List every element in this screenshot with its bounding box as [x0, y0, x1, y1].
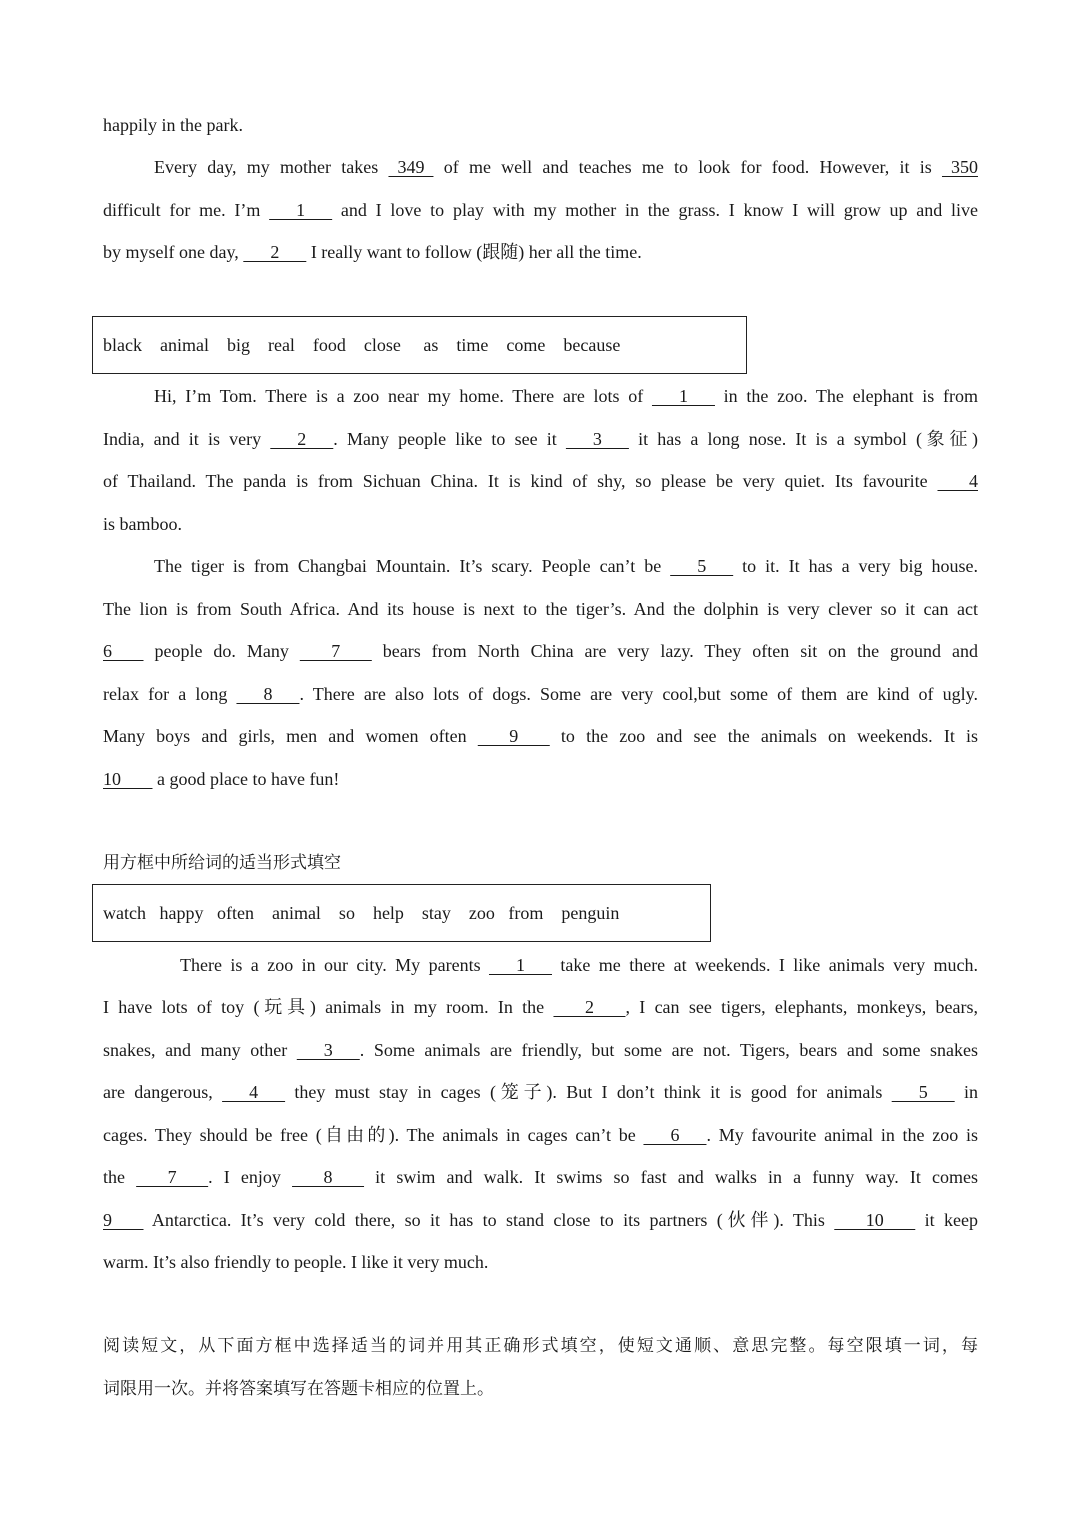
answer-blank[interactable]: 349	[388, 157, 434, 177]
passage3-line: 9 Antarctica. It’s very cold there, so it has to stand close to its partners (伙伴). This 10 it keep	[103, 1207, 978, 1233]
passage3-line: I have lots of toy (玩具) animals in my room. In the 2 , I can see tigers, elephants, monkeys, bears,	[103, 994, 978, 1020]
answer-blank[interactable]: 9	[477, 726, 550, 746]
passage2-line: India, and it is very 2 . Many people like to see it 3 it has a long nose. It is a symbol (象征)	[103, 426, 978, 452]
answer-blank[interactable]: 3	[296, 1040, 360, 1060]
answer-blank[interactable]: 2	[553, 997, 626, 1017]
passage3-line: are dangerous, 4 they must stay in cages (笼子). But I don’t think it is good for animals 5 in	[103, 1079, 978, 1105]
answer-blank[interactable]: 10	[834, 1210, 916, 1230]
answer-blank[interactable]: 7	[299, 641, 372, 661]
answer-blank[interactable]: 8	[236, 684, 300, 704]
passage2-line: is bamboo.	[103, 514, 182, 534]
word-bank: watch happy often animal so help stay zoo from penguin	[103, 903, 620, 923]
word-bank: black animal big real food close as time come because	[103, 335, 621, 355]
passage1-line: difficult for me. I’m 1 and I love to play with my mother in the grass. I know I will grow up and live	[103, 197, 978, 223]
answer-blank[interactable]: 1	[269, 200, 333, 220]
passage1-line: Every day, my mother takes 349 of me well and teaches me to look for food. However, it is 350	[154, 154, 978, 180]
passage1-line: by myself one day, 2 I really want to follow (跟随) her all the time.	[103, 239, 978, 265]
answer-blank[interactable]: 6	[643, 1125, 707, 1145]
passage3-line: There is a zoo in our city. My parents 1 take me there at weekends. I like animals very much.	[180, 952, 978, 978]
passage3-line: the 7 . I enjoy 8 it swim and walk. It swims so fast and walks in a funny way. It comes	[103, 1164, 978, 1190]
answer-blank[interactable]: 1	[488, 955, 552, 975]
answer-blank[interactable]: 2	[270, 429, 334, 449]
answer-blank[interactable]: 2	[243, 242, 307, 262]
passage3-line: warm. It’s also friendly to people. I like it very much.	[103, 1252, 489, 1272]
passage2-line: 10 a good place to have fun!	[103, 766, 978, 792]
passage3-line: snakes, and many other 3 . Some animals are friendly, but some are not. Tigers, bears and some snakes	[103, 1037, 978, 1063]
passage2-line: The lion is from South Africa. And its house is next to the tiger’s. And the dolphin is very clever so it can act	[103, 599, 978, 619]
answer-blank[interactable]: 5	[670, 556, 734, 576]
answer-blank[interactable]: 9	[103, 1210, 144, 1230]
answer-blank[interactable]: 3	[565, 429, 629, 449]
section-instruction: 用方框中所给词的适当形式填空	[103, 853, 341, 873]
answer-blank[interactable]: 5	[891, 1082, 955, 1102]
answer-blank[interactable]: 7	[136, 1167, 209, 1187]
passage1-line: happily in the park.	[103, 115, 243, 135]
word-bank-box	[92, 316, 747, 374]
passage2-line: Hi, I’m Tom. There is a zoo near my home. There are lots of 1 in the zoo. The elephant is from	[154, 383, 978, 409]
passage2-line: Many boys and girls, men and women often 9 to the zoo and see the animals on weekends. It is	[103, 723, 978, 749]
answer-blank[interactable]: 4	[937, 471, 978, 491]
passage2-line: The tiger is from Changbai Mountain. It’s scary. People can’t be 5 to it. It has a very big house.	[154, 553, 978, 579]
section-instruction: 阅读短文，从下面方框中选择适当的词并用其正确形式填空，使短文通顺、意思完整。每空限填一词，每	[103, 1336, 978, 1356]
passage2-line: relax for a long 8 . There are also lots of dogs. Some are very cool,but some of them are kind of ugly.	[103, 681, 978, 707]
answer-blank[interactable]: 4	[222, 1082, 286, 1102]
answer-blank[interactable]: 10	[103, 769, 153, 789]
answer-blank[interactable]: 6	[103, 641, 144, 661]
section-instruction: 词限用一次。并将答案填写在答题卡相应的位置上。	[103, 1379, 494, 1399]
passage2-line: of Thailand. The panda is from Sichuan China. It is kind of shy, so please be very quiet. Its favourite 4	[103, 468, 978, 494]
passage2-line: 6 people do. Many 7 bears from North China are very lazy. They often sit on the ground and	[103, 638, 978, 664]
word-bank-box	[92, 884, 711, 942]
answer-blank[interactable]: 1	[651, 386, 715, 406]
passage3-line: cages. They should be free (自由的). The animals in cages can’t be 6 . My favourite animal in the zoo is	[103, 1122, 978, 1148]
answer-blank[interactable]: 8	[292, 1167, 365, 1187]
answer-blank[interactable]: 350	[941, 157, 978, 177]
